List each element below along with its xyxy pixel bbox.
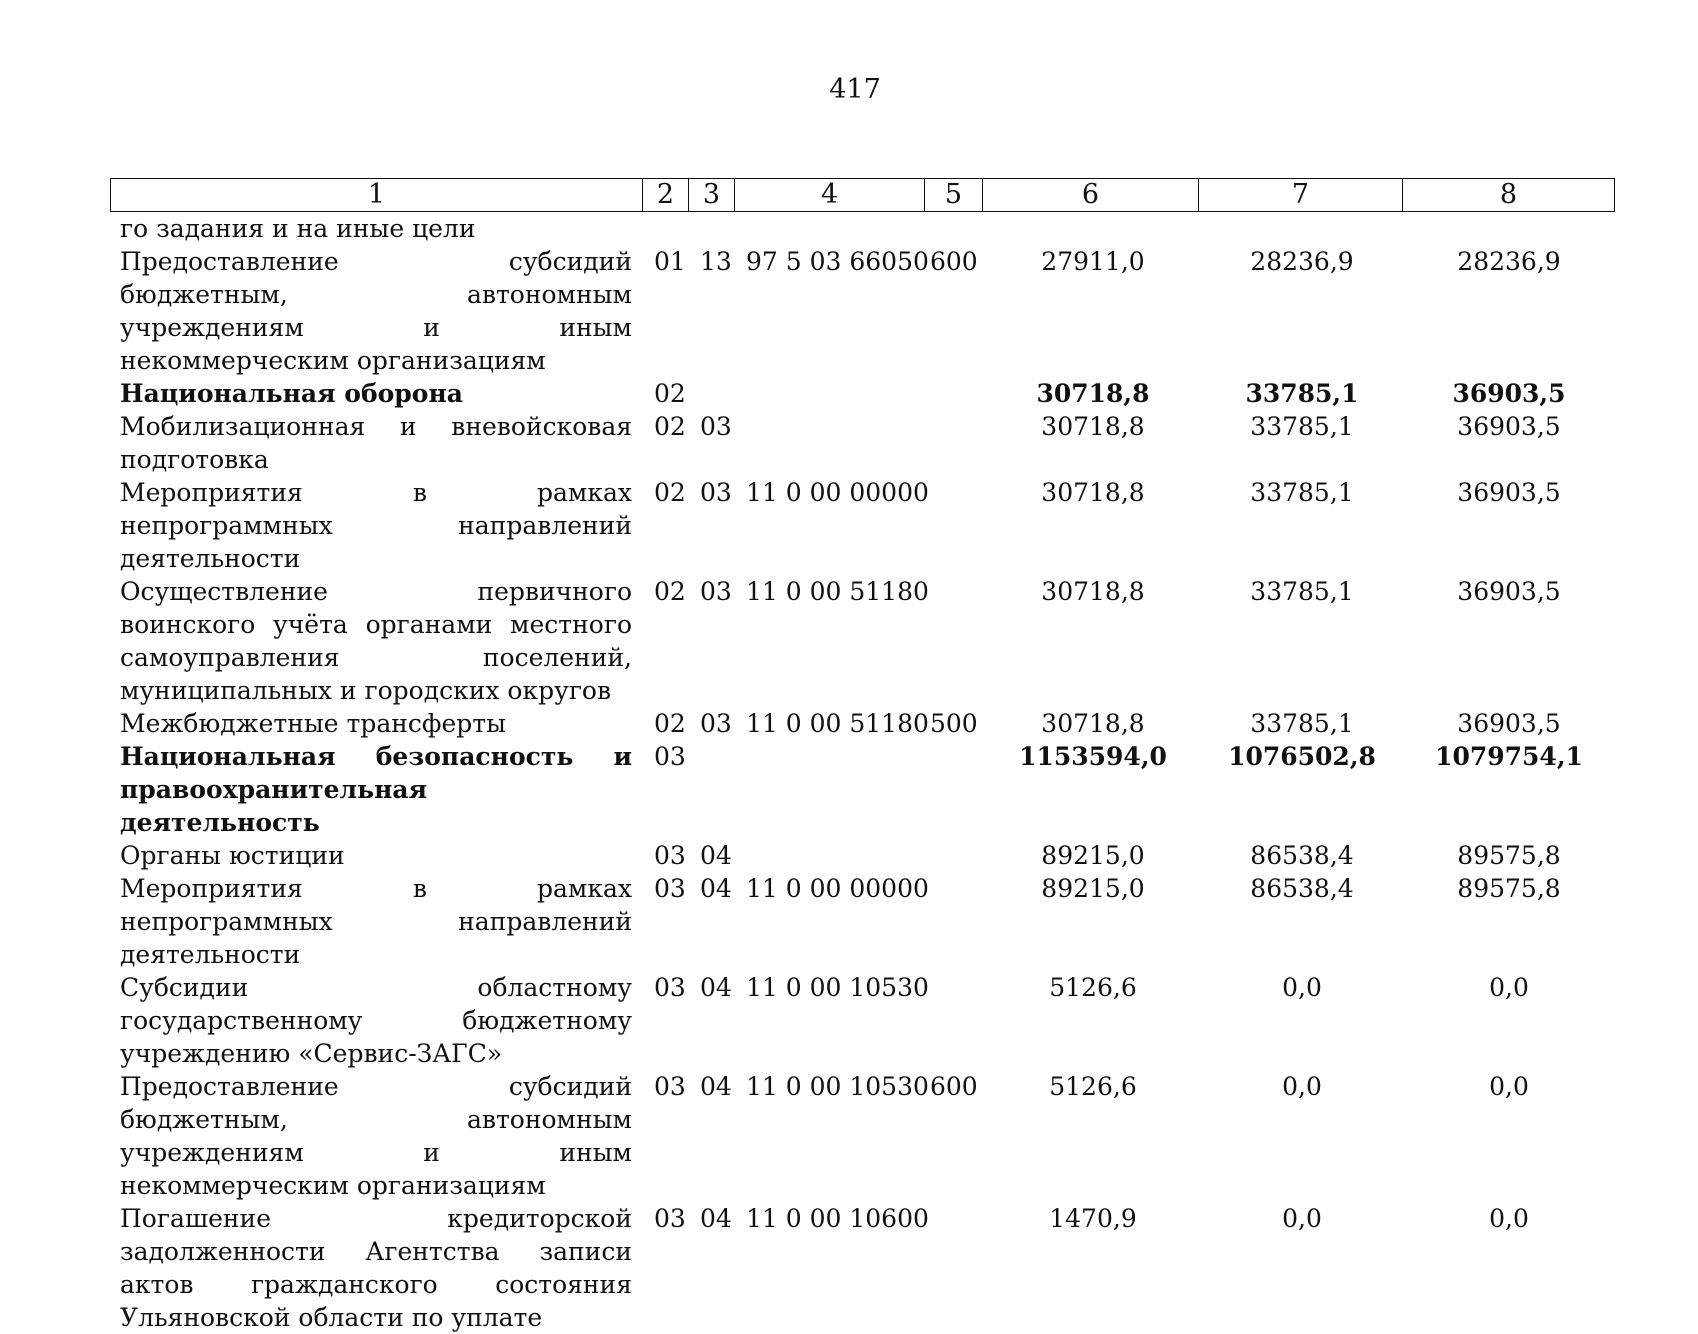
amount-col-7: 0,0 xyxy=(1282,1072,1322,1101)
table-row xyxy=(0,872,1698,971)
amount-col-8: 0,0 xyxy=(1489,1204,1529,1233)
section-code: 02 xyxy=(654,709,686,738)
expense-type-code: 500 xyxy=(930,709,978,738)
subsection-code: 03 xyxy=(700,412,732,441)
amount-col-6: 30718,8 xyxy=(1041,577,1145,606)
section-code: 03 xyxy=(654,1072,686,1101)
amount-col-8: 36903,5 xyxy=(1452,379,1566,408)
expense-type-code: 600 xyxy=(930,1072,978,1101)
amount-col-8: 36903,5 xyxy=(1457,577,1561,606)
amount-col-8: 89575,8 xyxy=(1457,874,1561,903)
target-article-code: 11 0 00 10600 xyxy=(746,1204,929,1233)
amount-col-8: 36903,5 xyxy=(1457,412,1561,441)
subsection-code: 13 xyxy=(700,247,732,276)
amount-col-7: 86538,4 xyxy=(1250,874,1354,903)
amount-col-8: 0,0 xyxy=(1489,973,1529,1002)
section-code: 02 xyxy=(654,412,686,441)
row-name: Национальная оборона xyxy=(120,379,463,408)
amount-col-6: 30718,8 xyxy=(1041,478,1145,507)
table-row xyxy=(0,476,1698,575)
amount-col-7: 0,0 xyxy=(1282,973,1322,1002)
table-row xyxy=(0,410,1698,476)
table-row xyxy=(0,245,1698,377)
section-code: 02 xyxy=(654,577,686,606)
header-col-3: 3 xyxy=(689,179,735,212)
row-name: Мероприятия в рамках непрограммных направлений деятельности xyxy=(120,874,632,969)
row-name: Осуществление первичного воинского учёта органами местного самоуправления поселений, муниципальных и городских округов xyxy=(120,577,632,705)
subsection-code: 04 xyxy=(700,841,732,870)
amount-col-6: 89215,0 xyxy=(1041,841,1145,870)
section-code: 03 xyxy=(654,841,686,870)
amount-col-8: 1079754,1 xyxy=(1435,742,1583,771)
row-name: Предоставление субсидий бюджетным, автономным учреждениям и иным некоммерческим организациям xyxy=(120,247,632,375)
target-article-code: 11 0 00 00000 xyxy=(746,478,929,507)
table-row xyxy=(0,1070,1698,1202)
amount-col-6: 89215,0 xyxy=(1041,874,1145,903)
amount-col-8: 89575,8 xyxy=(1457,841,1561,870)
header-col-7: 7 xyxy=(1199,179,1403,212)
table-row xyxy=(0,839,1698,872)
amount-col-7: 33785,1 xyxy=(1245,379,1359,408)
header-col-4: 4 xyxy=(735,179,925,212)
subsection-code: 03 xyxy=(700,577,732,606)
row-name: Межбюджетные трансферты xyxy=(120,709,507,738)
page-number: 417 xyxy=(829,74,881,105)
amount-col-7: 33785,1 xyxy=(1250,577,1354,606)
table-header xyxy=(110,178,1615,212)
target-article-code: 11 0 00 51180 xyxy=(746,709,929,738)
amount-col-7: 1076502,8 xyxy=(1228,742,1376,771)
amount-col-6: 5126,6 xyxy=(1049,973,1137,1002)
amount-col-6: 30718,8 xyxy=(1041,412,1145,441)
row-name: Национальная безопасность и правоохранительная деятельность xyxy=(120,742,632,837)
subsection-code: 04 xyxy=(700,874,732,903)
amount-col-6: 1470,9 xyxy=(1049,1204,1137,1233)
target-article-code: 11 0 00 10530 xyxy=(746,973,929,1002)
header-col-5: 5 xyxy=(925,179,983,212)
target-article-code: 11 0 00 00000 xyxy=(746,874,929,903)
subsection-code: 04 xyxy=(700,1204,732,1233)
header-col-2: 2 xyxy=(643,179,689,212)
amount-col-6: 30718,8 xyxy=(1041,709,1145,738)
amount-col-7: 33785,1 xyxy=(1250,709,1354,738)
row-name: го задания и на иные цели xyxy=(120,214,476,243)
target-article-code: 11 0 00 10530 xyxy=(746,1072,929,1101)
amount-col-8: 36903,5 xyxy=(1457,709,1561,738)
amount-col-8: 28236,9 xyxy=(1457,247,1561,276)
table-row xyxy=(0,740,1698,839)
amount-col-7: 28236,9 xyxy=(1250,247,1354,276)
table-row xyxy=(0,575,1698,707)
target-article-code: 11 0 00 51180 xyxy=(746,577,929,606)
amount-col-7: 0,0 xyxy=(1282,1204,1322,1233)
expense-type-code: 600 xyxy=(930,247,978,276)
subsection-code: 03 xyxy=(700,478,732,507)
section-code: 03 xyxy=(654,874,686,903)
table-row xyxy=(0,377,1698,410)
section-code: 03 xyxy=(654,973,686,1002)
row-name: Органы юстиции xyxy=(120,841,345,870)
row-name: Предоставление субсидий бюджетным, автономным учреждениям и иным некоммерческим организациям xyxy=(120,1072,632,1200)
target-article-code: 97 5 03 66050 xyxy=(746,247,929,276)
section-code: 02 xyxy=(654,478,686,507)
amount-col-6: 30718,8 xyxy=(1036,379,1150,408)
amount-col-7: 33785,1 xyxy=(1250,478,1354,507)
amount-col-7: 86538,4 xyxy=(1250,841,1354,870)
row-name: Мероприятия в рамках непрограммных направлений деятельности xyxy=(120,478,632,573)
table-row xyxy=(0,1202,1698,1334)
amount-col-6: 27911,0 xyxy=(1041,247,1145,276)
table-row xyxy=(0,707,1698,740)
amount-col-8: 0,0 xyxy=(1489,1072,1529,1101)
row-name: Мобилизационная и вневойсковая подготовка xyxy=(120,412,632,474)
header-col-1: 1 xyxy=(111,179,643,212)
table-row xyxy=(0,212,1698,245)
section-code: 03 xyxy=(654,742,686,771)
amount-col-8: 36903,5 xyxy=(1457,478,1561,507)
subsection-code: 04 xyxy=(700,1072,732,1101)
section-code: 03 xyxy=(654,1204,686,1233)
section-code: 01 xyxy=(654,247,686,276)
amount-col-6: 5126,6 xyxy=(1049,1072,1137,1101)
subsection-code: 04 xyxy=(700,973,732,1002)
row-name: Погашение кредиторской задолженности Агентства записи актов гражданского состояния Ульяновской области по уплате xyxy=(120,1204,632,1332)
amount-col-7: 33785,1 xyxy=(1250,412,1354,441)
row-name: Субсидии областному государственному бюджетному учреждению «Сервис-ЗАГС» xyxy=(120,973,632,1068)
subsection-code: 03 xyxy=(700,709,732,738)
table-row xyxy=(0,971,1698,1070)
section-code: 02 xyxy=(654,379,686,408)
header-col-8: 8 xyxy=(1403,179,1615,212)
header-col-6: 6 xyxy=(983,179,1199,212)
budget-table-body xyxy=(0,212,1698,1334)
amount-col-6: 1153594,0 xyxy=(1019,742,1167,771)
